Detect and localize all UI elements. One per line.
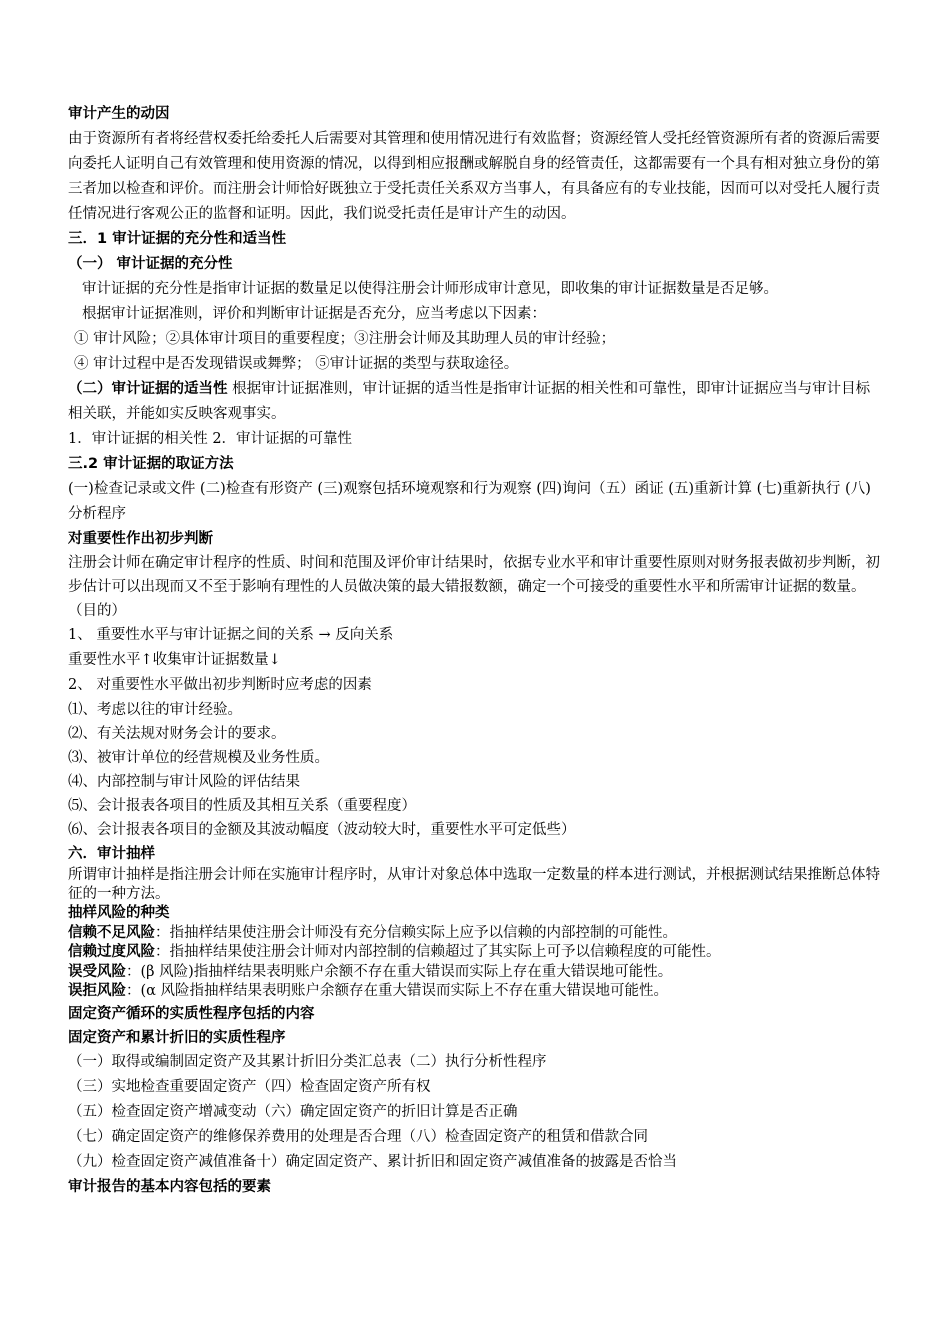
fixed-asset-procedure-line-1: （一）取得或编制固定资产及其累计折旧分类汇总表（二）执行分析性程序 [68,1053,547,1070]
materiality-factor-6: ⑹、会计报表各项目的金额及其波动幅度（波动较大时，重要性水平可定低些） [68,822,576,838]
heading-materiality-judgment: 对重要性作出初步判断 [68,531,213,547]
risk-incorrect-acceptance-text: ：(β 风险)指抽样结果表明账户余额不存在重大错误而实际上存在重大错误地可能性。 [126,963,673,980]
risk-incorrect-rejection-label: 误拒风险 [68,983,126,999]
sufficiency-factors-line-1: ① 审计风险；②具体审计项目的重要程度；③注册会计师及其助理人员的审计经验； [74,331,616,347]
risk-underreliance [68,924,884,944]
appropriateness-items: 1．审计证据的相关性 2．审计证据的可靠性 [68,431,353,447]
fixed-asset-procedure-line-3: （五）检查固定资产增减变动（六）确定固定资产的折旧计算是否正确 [68,1103,518,1120]
heading-fixed-asset-cycle: 固定资产循环的实质性程序包括的内容 [68,1005,315,1022]
materiality-relationship: 1、 重要性水平与审计证据之间的关系 → 反向关系 [68,627,394,643]
subheading-evidence-sufficiency: （一） 审计证据的充分性 [68,256,233,272]
subheading-evidence-appropriateness: （二）审计证据的适当性 [68,381,228,397]
heading-evidence-sufficiency-appropriateness: 三．1 审计证据的充分性和适当性 [68,231,287,247]
risk-incorrect-rejection-text: ：(α 风险指抽样结果表明账户余额存在重大错误而实际上不存在重大错误地可能性。 [126,983,669,999]
risk-incorrect-acceptance [68,963,884,983]
heading-evidence-methods: 三.2 审计证据的取证方法 [68,456,234,472]
risk-incorrect-rejection [68,982,884,1002]
risk-overreliance-text: ：指抽样结果使注册会计师对内部控制的信赖超过了其实际上可予以信赖程度的可能性。 [155,944,721,960]
paragraph-evidence-methods: (一)检查记录或文件 (二)检查有形资产 (三)观察包括环境观察和行为观察 (四)询问（五）函证 (五)重新计算 (七)重新执行 (八)分析程序 [68,481,871,522]
risk-incorrect-acceptance-label: 误受风险 [68,963,126,980]
paragraph-audit-motive: 由于资源所有者将经营权委托给委托人后需要对其管理和使用情况进行有效监督；资源经管人受托经管资源所有者的资源后需要向委托人证明自己有效管理和使用资源的情况，以得到相应报酬或解脱自身的经管责任，这都需要有一个具有相对独立身份的第三者加以检查和评价。而注册会计师恰好既独立于受托责任关系双方当事人，有具备应有的专业技能，因而可以对受托人履行责任情况进行客观公正的监督和证明。因此，我们说受托责任是审计产生的动因。 [68,131,880,222]
materiality-factor-1: ⑴、考虑以往的审计经验。 [68,702,242,718]
paragraph-audit-sampling: 所谓审计抽样是指注册会计师在实施审计程序时，从审计对象总体中选取一定数量的样本进行测试，并根据测试结果推断总体特征的一种方法。 [68,867,880,902]
paragraph-evidence-appropriateness [68,377,884,427]
heading-fixed-asset-procedures: 固定资产和累计折旧的实质性程序 [68,1029,286,1046]
materiality-factors-intro: 2、 对重要性水平做出初步判断时应考虑的因素 [68,677,372,693]
materiality-factor-4: ⑷、内部控制与审计风险的评估结果 [68,774,300,790]
materiality-factor-5: ⑸、会计报表各项目的性质及其相互关系（重要程度） [68,798,416,814]
heading-audit-motive: 审计产生的动因 [68,106,170,122]
paragraph-materiality-judgment: 注册会计师在确定审计程序的性质、时间和范围及评价审计结果时，依据专业水平和审计重要性原则对财务报表做初步判断，初步估计可以出现而又不至于影响有理性的人员做决策的最大错报数额，确定一个可接受的重要性水平和所需审计证据的数量。（目的） [68,555,880,619]
paragraph-sufficiency-definition: 审计证据的充分性是指审计证据的数量足以使得注册会计师形成审计意见，即收集的审计证据数量是否足够。 [82,281,778,297]
appropriateness-body: 根据审计证据准则，审计证据的适当性是指审计证据的相关性和可靠性，即审计证据应当与审计目标相关联，并能如实反映客观事实。 [68,381,871,422]
paragraph-sufficiency-factors-intro: 根据审计证据准则，评价和判断审计证据是否充分，应当考虑以下因素： [82,306,546,322]
materiality-factor-3: ⑶、被审计单位的经营规模及业务性质。 [68,750,329,766]
risk-underreliance-text: ：指抽样结果使注册会计师没有充分信赖实际上应予以信赖的内部控制的可能性。 [155,924,677,941]
materiality-factor-2: ⑵、有关法规对财务会计的要求。 [68,726,286,742]
risk-overreliance-label: 信赖过度风险 [68,944,155,960]
document-page [68,102,884,1200]
heading-audit-sampling: 六．审计抽样 [68,846,155,862]
materiality-arrows: 重要性水平↑收集审计证据数量↓ [68,652,281,668]
fixed-asset-procedure-line-5: （九）检查固定资产减值准备十）确定固定资产、累计折旧和固定资产减值准备的披露是否恰当 [68,1153,677,1170]
heading-sampling-risk-types: 抽样风险的种类 [68,905,170,921]
fixed-asset-procedure-line-2: （三）实地检查重要固定资产（四）检查固定资产所有权 [68,1078,431,1095]
risk-overreliance [68,943,884,963]
risk-underreliance-label: 信赖不足风险 [68,924,155,941]
heading-audit-report-elements: 审计报告的基本内容包括的要素 [68,1178,271,1195]
sufficiency-factors-line-2: ④ 审计过程中是否发现错误或舞弊； ⑤审计证据的类型与获取途径。 [74,356,519,372]
fixed-asset-procedure-line-4: （七）确定固定资产的维修保养费用的处理是否合理（八）检查固定资产的租赁和借款合同 [68,1128,648,1145]
